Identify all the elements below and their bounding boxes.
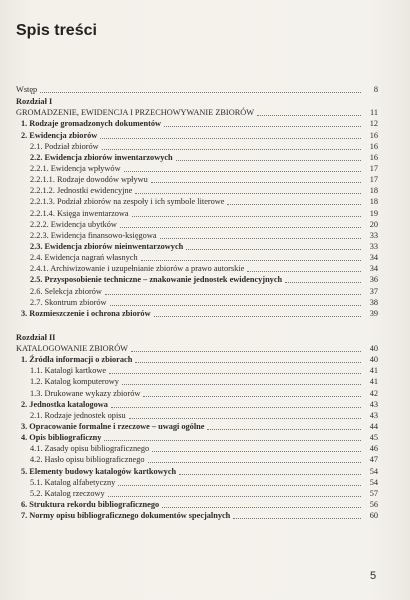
toc-entry-label: 4.2. Hasło opisu bibliograficznego xyxy=(30,455,145,465)
toc-leader-dots xyxy=(131,350,361,352)
toc-entry-page: 43 xyxy=(369,410,378,420)
toc-entry-page: 46 xyxy=(369,444,378,454)
toc-entry-page: 16 xyxy=(369,152,378,162)
toc-entry xyxy=(16,319,378,331)
toc-entry xyxy=(16,454,378,465)
toc-leader-dots xyxy=(160,237,362,239)
toc-leader-dots xyxy=(135,192,361,194)
toc-entry-page: 44 xyxy=(369,421,378,431)
toc-leader-dots xyxy=(233,517,361,519)
toc-entry-label: 4. Opis bibliograficzny xyxy=(21,433,102,443)
toc-entry-label: 1.3. Drukowane wykazy zbiorów xyxy=(30,388,141,398)
toc-entry-label: 3. Rozmieszczenie i ochrona zbiorów xyxy=(21,308,151,318)
toc-entry-page: 38 xyxy=(369,297,378,307)
toc-leader-dots xyxy=(110,304,361,306)
toc-leader-dots xyxy=(132,215,361,217)
toc-entry xyxy=(16,241,378,252)
toc-entry-label: 2.4.1. Archiwizowanie i uzupełnianie zbiorów a prawo autorskie xyxy=(30,264,245,274)
toc-entry-page: 39 xyxy=(369,308,378,318)
toc-entry xyxy=(16,95,378,107)
toc-entry-page: 37 xyxy=(369,286,378,296)
toc-entry-page: 16 xyxy=(369,130,378,140)
page-number: 5 xyxy=(370,570,377,582)
toc-entry-page: 42 xyxy=(369,388,378,398)
toc-entry-page: 41 xyxy=(369,377,378,387)
toc-entry xyxy=(16,163,378,174)
toc-entry-label: Wstęp xyxy=(16,85,38,95)
toc-entry-label: 2. Jednostka katalogowa xyxy=(21,399,108,409)
toc-entry xyxy=(16,141,378,152)
toc-entry-label: 2.3. Ewidencja zbiorów nieinwentarzowych xyxy=(30,241,184,251)
toc-leader-dots xyxy=(135,361,361,363)
toc-entry-page: 40 xyxy=(369,355,378,365)
toc-entry-label: 2.2.1.3. Podział zbiorów na zespoły i ich symbole literowe xyxy=(30,197,225,207)
toc-entry xyxy=(16,118,378,129)
toc-entry-page: 33 xyxy=(369,230,378,240)
toc-entry-page: 20 xyxy=(369,219,378,229)
toc-entry xyxy=(16,308,378,319)
toc-entry-label: 2.2.1.2. Jednostki ewidencyjne xyxy=(30,186,133,196)
toc-leader-dots xyxy=(247,270,361,272)
toc-entry-page: 18 xyxy=(369,197,378,207)
toc-entry-page: 17 xyxy=(369,175,378,185)
toc-entry-label: 1.1. Katalogi kartkowe xyxy=(30,366,107,376)
toc-entry xyxy=(16,185,378,196)
toc-entry-label: 4.1. Zasady opisu bibliograficznego xyxy=(30,444,150,454)
toc-leader-dots xyxy=(122,383,361,385)
toc-entry-label: 1. Źródła informacji o zbiorach xyxy=(21,355,133,365)
toc-leader-dots xyxy=(102,148,361,150)
toc-entry-label: 6. Struktura rekordu bibliograficznego xyxy=(21,499,160,509)
toc-entry xyxy=(16,354,378,365)
toc-entry-label: 2.2.1.1. Rodzaje dowodów wpływu xyxy=(30,175,148,185)
toc-leader-dots xyxy=(148,461,361,463)
toc-entry xyxy=(16,129,378,140)
toc-leader-dots xyxy=(227,203,361,205)
toc-entry-page: 11 xyxy=(370,108,378,118)
page-title: Spis treści xyxy=(16,22,97,39)
toc-entry xyxy=(16,196,378,207)
toc-entry xyxy=(16,252,378,263)
toc-entry xyxy=(16,174,378,185)
toc-entry xyxy=(16,421,378,432)
toc-entry-label: 1.2. Katalog komputerowy xyxy=(30,377,119,387)
toc-entry-page: 8 xyxy=(373,85,378,95)
toc-leader-dots xyxy=(124,170,361,172)
toc-entry-label: 2.7. Skontrum zbiorów xyxy=(30,297,107,307)
toc-leader-dots xyxy=(104,439,361,441)
toc-entry-label: 7. Normy opisu bibliograficznego dokumentów specjalnych xyxy=(21,511,231,521)
toc-entry xyxy=(16,219,378,230)
toc-leader-dots xyxy=(40,91,361,93)
toc-entry-label: Rozdział I xyxy=(16,97,53,107)
toc-entry-label: 2.2.1. Ewidencja wpływów xyxy=(30,163,121,173)
toc-leader-dots xyxy=(100,137,361,139)
toc-entry xyxy=(16,152,378,163)
toc-entry-label: 2.2. Ewidencja zbiorów inwentarzowych xyxy=(30,152,173,162)
toc-entry-page: 60 xyxy=(369,511,378,521)
toc-entry-label: 2.2.1.4. Księga inwentarzowa xyxy=(30,208,129,218)
toc-entry-label: 2.2.3. Ewidencja finansowo-księgowa xyxy=(30,230,157,240)
toc-leader-dots xyxy=(108,495,361,497)
toc-entry xyxy=(16,443,378,454)
toc-entry-page: 43 xyxy=(369,399,378,409)
toc-entry xyxy=(16,285,378,296)
toc-entry-page: 45 xyxy=(369,433,378,443)
toc-entry-page: 47 xyxy=(369,455,378,465)
toc-leader-dots xyxy=(179,473,361,475)
toc-entry xyxy=(16,465,378,476)
toc-leader-dots xyxy=(109,372,361,374)
toc-entry-page: 56 xyxy=(369,499,378,509)
toc-entry xyxy=(16,274,378,285)
toc-entry-label: 2.5. Przysposobienie techniczne – znakowanie jednostek ewidencyjnych xyxy=(30,275,283,285)
toc-entry xyxy=(16,84,378,95)
toc-leader-dots xyxy=(186,248,361,250)
toc-entry-page: 34 xyxy=(369,253,378,263)
toc-entry-label: 2.1. Podział zbiorów xyxy=(30,141,99,151)
toc-leader-dots xyxy=(143,395,361,397)
table-of-contents xyxy=(16,84,378,521)
toc-entry-label: GROMADZENIE, EWIDENCJA I PRZECHOWYWANIE ZBIORÓW xyxy=(16,108,255,118)
toc-leader-dots xyxy=(105,293,361,295)
toc-entry xyxy=(16,343,378,354)
toc-leader-dots xyxy=(257,114,361,116)
toc-entry xyxy=(16,488,378,499)
toc-leader-dots xyxy=(207,428,361,430)
toc-entry-label: Rozdział II xyxy=(16,332,56,342)
toc-entry-page: 40 xyxy=(369,343,378,353)
toc-entry xyxy=(16,510,378,521)
toc-entry xyxy=(16,499,378,510)
toc-entry-label: 2.6. Selekcja zbiorów xyxy=(30,286,102,296)
toc-leader-dots xyxy=(120,226,361,228)
toc-entry-page: 54 xyxy=(369,477,378,487)
toc-entry xyxy=(16,399,378,410)
toc-leader-dots xyxy=(151,181,361,183)
toc-leader-dots xyxy=(176,159,361,161)
toc-leader-dots xyxy=(111,406,361,408)
toc-entry-label: KATALOGOWANIE ZBIORÓW xyxy=(16,343,129,353)
toc-entry-page: 54 xyxy=(369,466,378,476)
toc-leader-dots xyxy=(141,259,361,261)
toc-entry-page: 16 xyxy=(369,141,378,151)
toc-leader-dots xyxy=(118,484,361,486)
toc-entry xyxy=(16,207,378,218)
toc-entry-page: 12 xyxy=(369,119,378,129)
toc-entry-page: 34 xyxy=(369,264,378,274)
toc-entry-label: 2. Ewidencja zbiorów xyxy=(21,130,98,140)
toc-entry-page: 36 xyxy=(369,275,378,285)
toc-entry-label: 5.1. Katalog alfabetyczny xyxy=(30,477,116,487)
toc-entry-page: 18 xyxy=(369,186,378,196)
toc-entry-label: 1. Rodzaje gromadzonych dokumentów xyxy=(21,119,161,129)
toc-entry-label: 2.4. Ewidencja nagrań własnych xyxy=(30,253,138,263)
toc-leader-dots xyxy=(152,450,361,452)
toc-leader-dots xyxy=(154,315,361,317)
toc-entry-page: 19 xyxy=(369,208,378,218)
toc-entry-label: 3. Opracowanie formalne i rzeczowe – uwagi ogólne xyxy=(21,421,205,431)
toc-entry-page: 17 xyxy=(369,163,378,173)
toc-entry xyxy=(16,297,378,308)
toc-entry xyxy=(16,432,378,443)
toc-leader-dots xyxy=(285,281,361,283)
toc-entry xyxy=(16,410,378,421)
toc-entry xyxy=(16,230,378,241)
toc-entry-label: 2.2.2. Ewidencja ubytków xyxy=(30,219,117,229)
toc-entry-label: 5.2. Katalog rzeczowy xyxy=(30,488,105,498)
toc-entry-page: 41 xyxy=(369,366,378,376)
toc-entry-label: 5. Elementy budowy katalogów kartkowych xyxy=(21,466,177,476)
toc-entry xyxy=(16,365,378,376)
toc-entry xyxy=(16,387,378,398)
toc-entry xyxy=(16,331,378,343)
toc-entry xyxy=(16,263,378,274)
toc-entry-page: 33 xyxy=(369,241,378,251)
toc-leader-dots xyxy=(162,506,361,508)
toc-entry-label: 2.1. Rodzaje jednostek opisu xyxy=(30,410,126,420)
toc-entry xyxy=(16,107,378,118)
toc-entry xyxy=(16,477,378,488)
toc-entry-page: 57 xyxy=(369,488,378,498)
toc-entry xyxy=(16,376,378,387)
toc-leader-dots xyxy=(129,417,361,419)
toc-leader-dots xyxy=(164,125,361,127)
